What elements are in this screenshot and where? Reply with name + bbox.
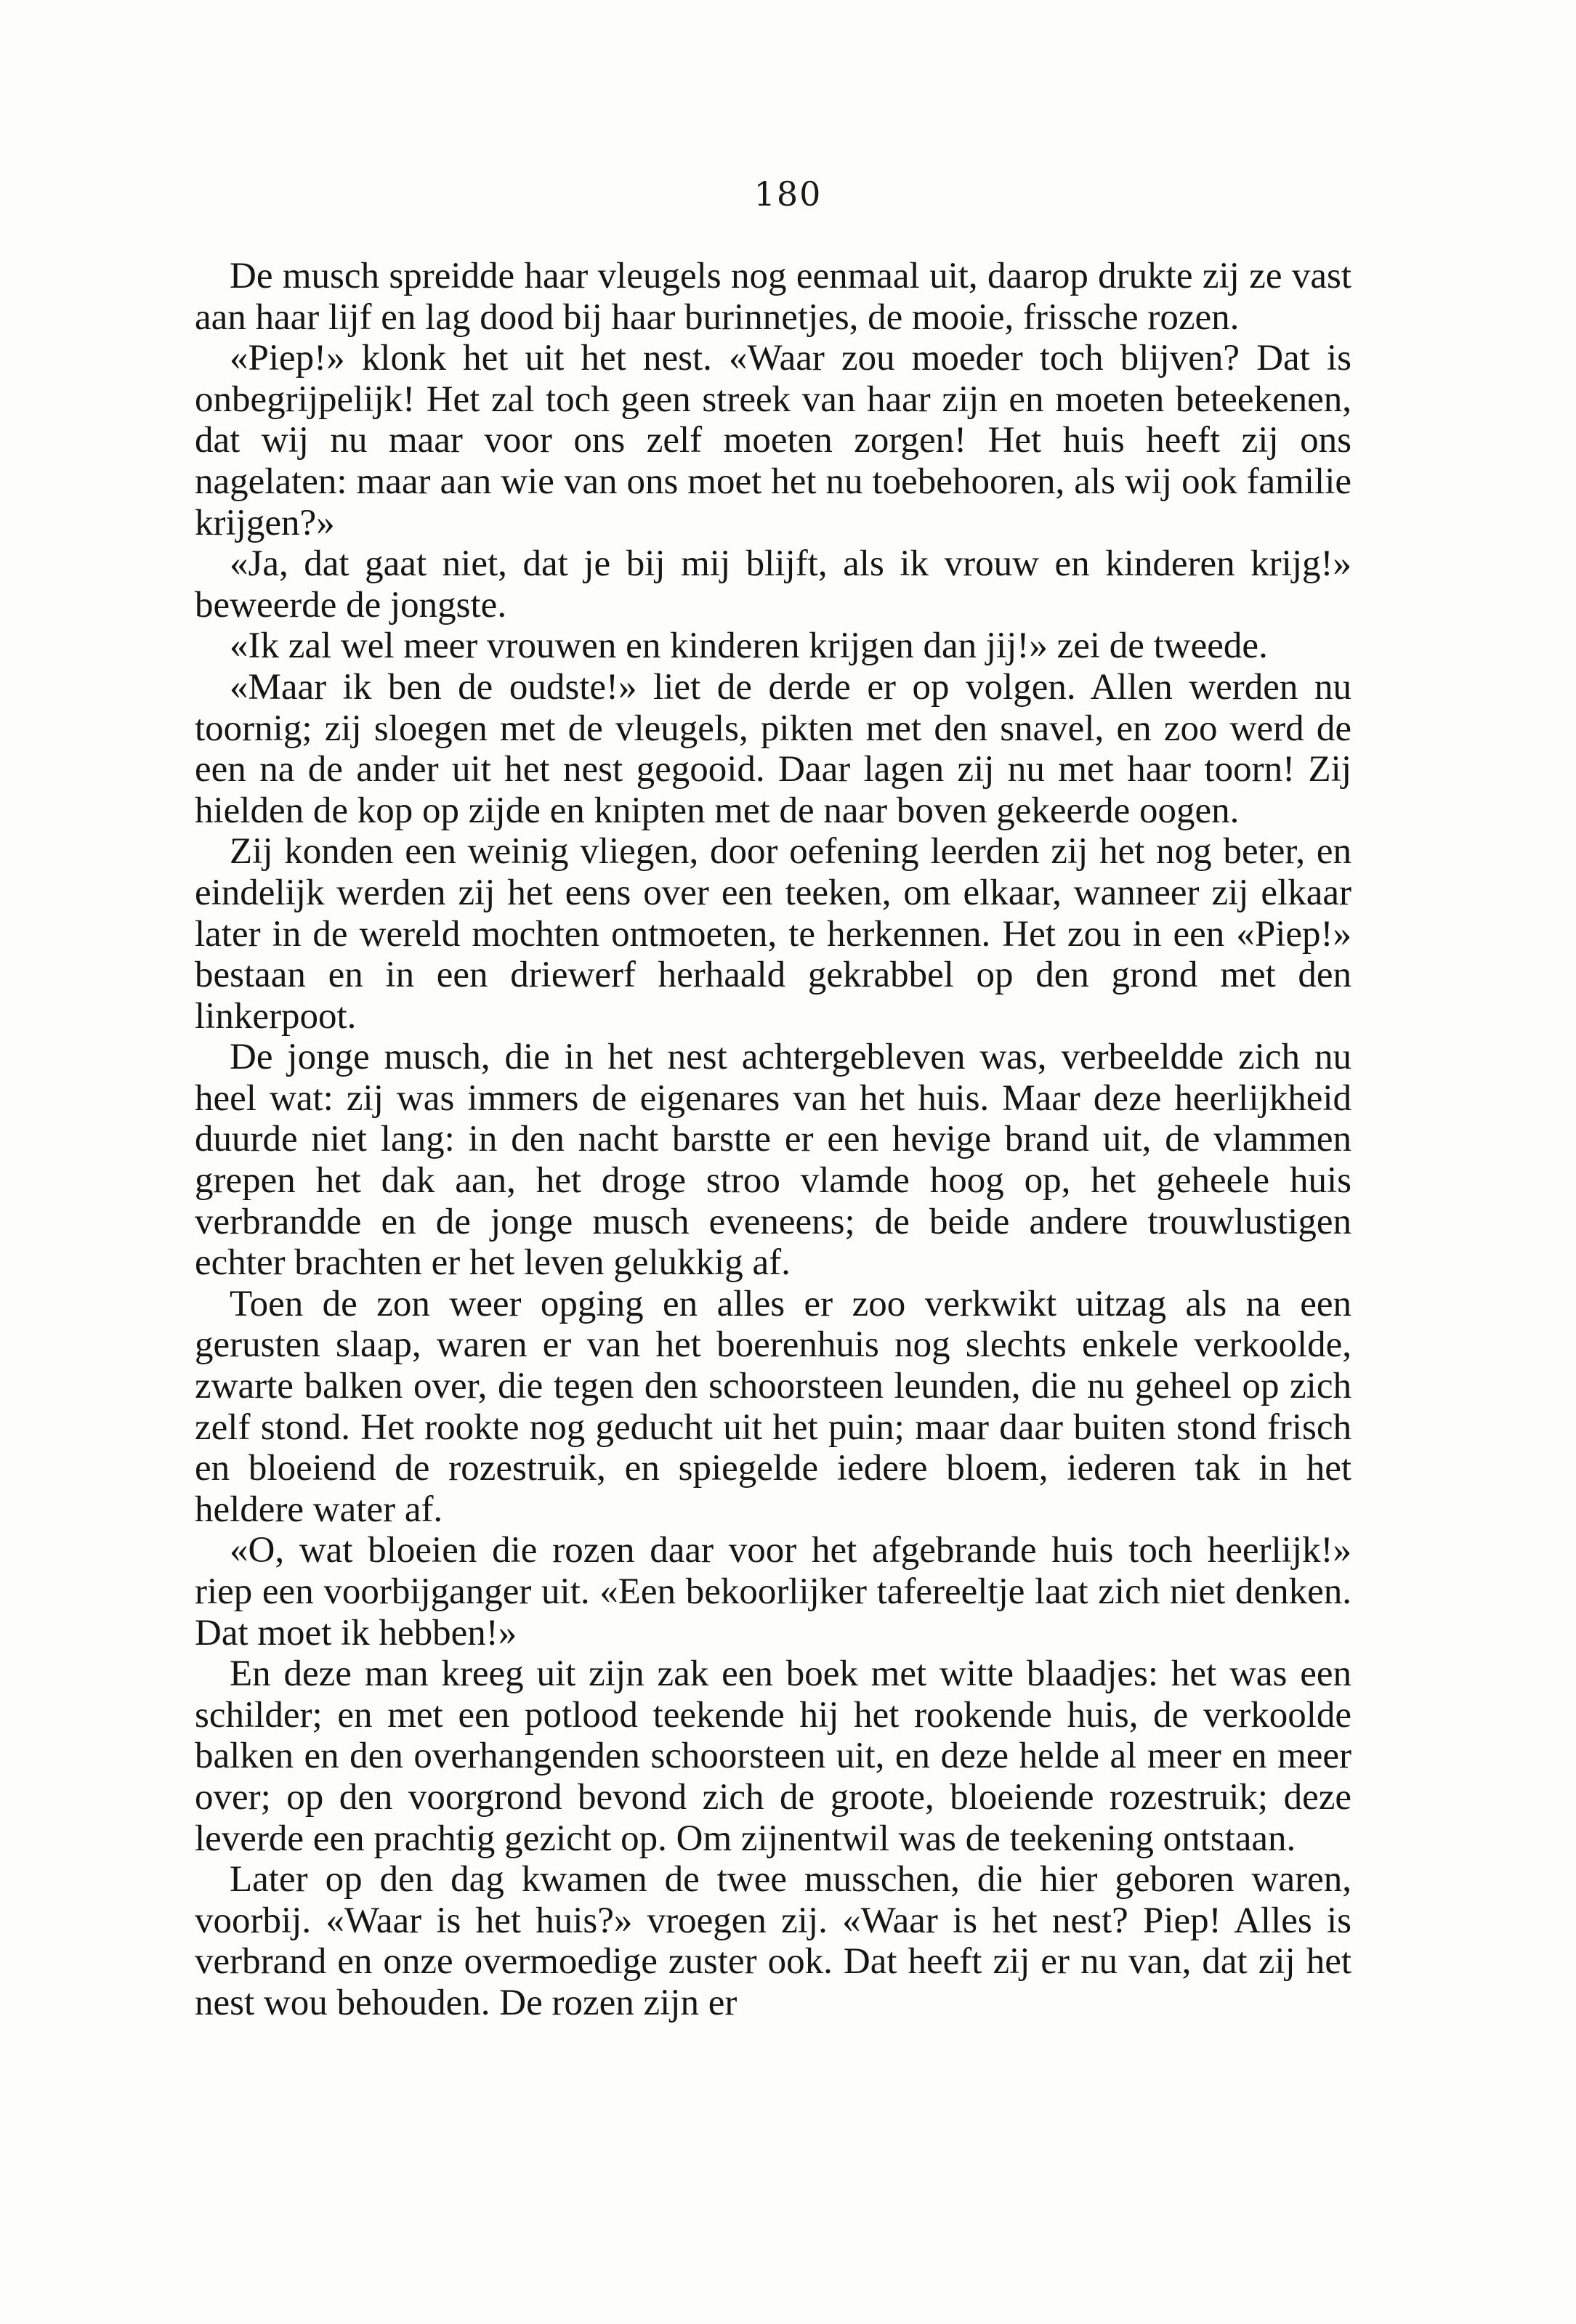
paragraph: Zij konden een weinig vliegen, door oefening leerden zij het nog beter, en eindelijk werden zij het eens over een teeken, om elkaar, wanneer zij elkaar later in de wereld mochten ontmoeten, te herkennen. Het zou in een «Piep!» bestaan en in een driewerf herhaald gekrabbel op den grond met den linkerpoot. (195, 831, 1351, 1037)
body-text (195, 256, 1351, 2024)
paragraph: «O, wat bloeien die rozen daar voor het afgebrande huis toch heerlijk!» riep een voorbijganger uit. «Een bekoorlijker tafereeltje laat zich niet denken. Dat moet ik hebben!» (195, 1530, 1351, 1653)
paragraph: «Ja, dat gaat niet, dat je bij mij blijft, als ik vrouw en kinderen krijg!» beweerde de jongste. (195, 543, 1351, 625)
paragraph: «Ik zal wel meer vrouwen en kinderen krijgen dan jij!» zei de tweede. (230, 625, 1268, 667)
paragraph: «Maar ik ben de oudste!» liet de derde er op volgen. Allen werden nu toornig; zij sloegen met de vleugels, pikten met den snavel, en zoo werd de een na de ander uit het nest gegooid. Daar lagen zij nu met haar toorn! Zij hielden de kop op zijde en knipten met de naar boven gekeerde oogen. (195, 666, 1351, 831)
paragraph: En deze man kreeg uit zijn zak een boek met witte blaadjes: het was een schilder; en met een potlood teekende hij het rookende huis, de verkoolde balken en den overhangenden schoorsteen uit, en deze helde al meer en meer over; op den voorgrond bevond zich de groote, bloeiende rozestruik; deze leverde een prachtig gezicht op. Om zijnentwil was de teekening ontstaan. (195, 1653, 1351, 1859)
paragraph: «Piep!» klonk het uit het nest. «Waar zou moeder toch blijven? Dat is onbegrijpelijk! Het zal toch geen streek van haar zijn en moeten beteekenen, dat wij nu maar voor ons zelf moeten zorgen! Het huis heeft zij ons nagelaten: maar aan wie van ons moet het nu toebehooren, als wij ook familie krijgen?» (195, 338, 1351, 543)
paragraph: Toen de zon weer opging en alles er zoo verkwikt uitzag als na een gerusten slaap, waren er van het boerenhuis nog slechts enkele verkoolde, zwarte balken over, die tegen den schoorsteen leunden, die nu geheel op zich zelf stond. Het rookte nog geducht uit het puin; maar daar buiten stond frisch en bloeiend de rozestruik, en spiegelde iedere bloem, iederen tak in het heldere water af. (195, 1283, 1351, 1530)
paragraph: Later op den dag kwamen de twee musschen, die hier geboren waren, voorbij. «Waar is het huis?» vroegen zij. «Waar is het nest? Piep! Alles is verbrand en onze overmoedige zuster ook. Dat heeft zij er nu van, dat zij het nest wou behouden. De rozen zijn er (195, 1859, 1351, 2023)
paragraph: De jonge musch, die in het nest achtergebleven was, verbeeldde zich nu heel wat: zij was immers de eigenares van het huis. Maar deze heerlijkheid duurde niet lang: in den nacht barstte er een hevige brand uit, de vlammen grepen het dak aan, het droge stroo vlamde hoog op, het geheele huis verbrandde en de jonge musch eveneens; de beide andere trouwlustigen echter brachten er het leven gelukkig af. (195, 1037, 1351, 1284)
page-number: 180 (753, 174, 823, 214)
paragraph: De musch spreidde haar vleugels nog eenmaal uit, daarop drukte zij ze vast aan haar lijf en lag dood bij haar burinnetjes, de mooie, frissche rozen. (195, 256, 1351, 338)
